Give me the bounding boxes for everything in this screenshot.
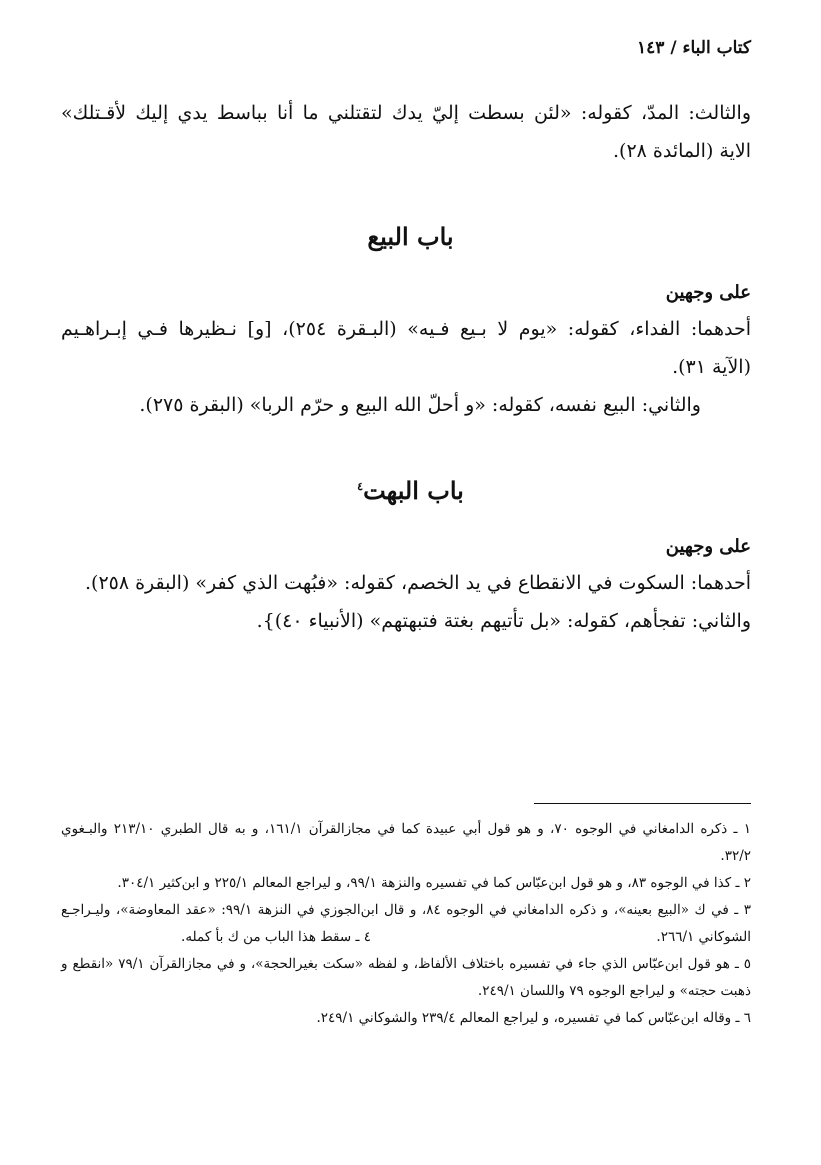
section-title-bahat-text: باب البهت [363,476,464,505]
section-title-bay: باب البيع [367,222,454,251]
section-bay-item-1-line-1: أحدهما: الفداء، كقوله: «يوم لا بـيع فـيه» (البـقرة ٢٥٤)، [و] نـظيرها فـي إبـراهـيم [61,318,752,340]
footnote-divider [534,803,751,804]
section-title-bahat [0,476,821,505]
section-bahat-item-1: أحدهما: السكوت في الانقطاع في يد الخصم، كقوله: «فبُهت الذي كفر» (البقرة ٢٥٨). [84,572,751,594]
footnote-3-line-2: الشوكاني ٢٦٦/١. [656,929,751,945]
section-bahat-item-2: والثاني: تفجأهم، كقوله: «بل تأتيهم بغتة فتبهتهم» (الأنبياء ٤٠)}. [256,610,751,632]
section-bahat-subhead: على وجهين [665,536,751,557]
running-header: كتاب الباء / ١٤٣ [637,38,751,58]
intro-line-1: والثالث: المدّ، كقوله: «لئن بسطت إليّ يدك لتقتلني ما أنا بباسط يدي إليك لأقـتلك» [61,102,751,124]
section-bahat-body [61,530,751,640]
footnote-2: ٢ ـ كذا في الوجوه ٨٣، و هو قول ابن‌عبّاس كما في تفسيره والنزهة ٩٩/١، و ليراجع المعالم ٢٢٥/١ و ابن‌كثير ٣٠٤/١. [117,875,751,891]
footnote-5-line-1: ٥ ـ هو قول ابن‌عبّاس الذي جاء في تفسيره باختلاف الألفاظ، و لفظه «سكت بغيرالحجة»، و في مجازالقرآن ٧٩/١ «انقطع و [61,956,751,972]
section-bay-subhead: على وجهين [665,282,751,303]
section-bay-item-2: والثاني: البيع نفسه، كقوله: «و أحلّ الله البيع و حرّم الربا» (البقرة ٢٧٥). [139,394,701,416]
footnote-6: ٦ ـ وقاله ابن‌عبّاس كما في تفسيره، و ليراجع المعالم ٢٣٩/٤ والشوكاني ٢٤٩/١. [316,1010,751,1026]
footnote-3-4-row [61,924,751,951]
footnote-marker-4: ٤ [357,480,364,493]
footnote-1-line-2: ٣٢/٢. [720,848,751,864]
footnote-5-line-2: ذهبت حجته» و ليراجع الوجوه ٧٩ واللسان ٢٤٩/١. [477,983,751,999]
footnote-4: ٤ ـ سقط هذا الباب من ك بأ كمله. [181,929,371,945]
footnote-1-line-1: ١ ـ ذكره الدامغاني في الوجوه ٧٠، و هو قول أبي عبيدة كما في مجازالقرآن ١٦١/١، و به قال الطبري ٢١٣/١٠ والبـغوي [61,821,752,837]
footnote-3-line-1: ٣ ـ في ك «البيع بعينه»، و ذكره الدامغاني في الوجوه ٨٤، و قال ابن‌الجوزي في النزهة ٩٩/١: «عقد المعاوضة»، وليـراجـع [61,902,752,918]
intro-paragraph [61,94,751,170]
section-bay-item-1-line-2: (الآية ٣١). [672,356,751,378]
section-bay-body [61,276,751,424]
footnotes [61,816,751,1032]
intro-line-2: الاية (المائدة ٢٨). [612,140,751,162]
